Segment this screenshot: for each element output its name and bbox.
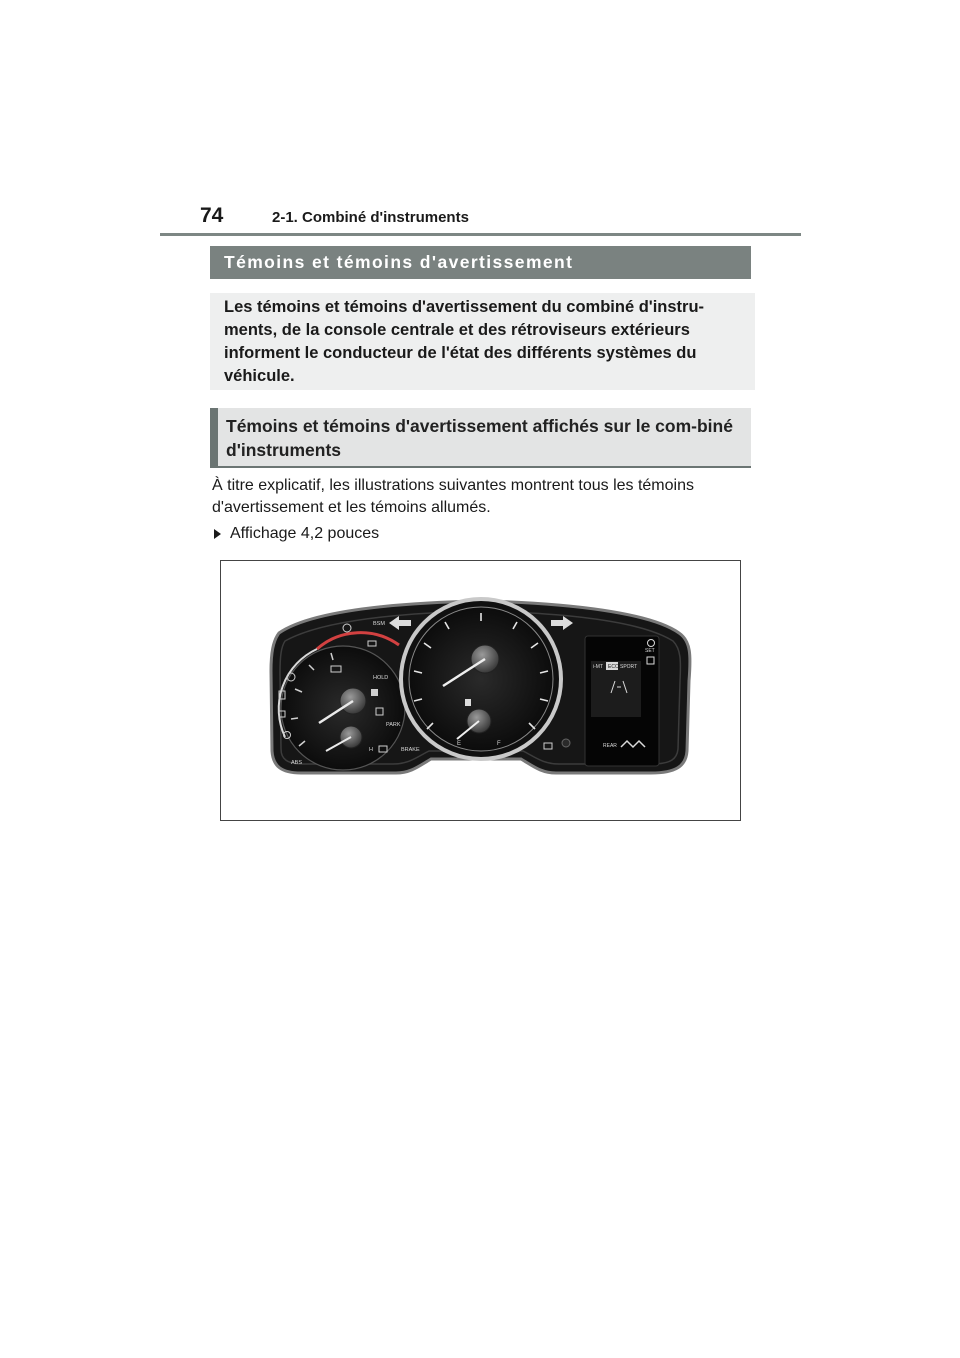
instrument-cluster-illustration [221, 561, 740, 820]
triangle-bullet-icon [214, 529, 221, 539]
security-indicator-dot [562, 739, 570, 747]
header-rule [160, 233, 801, 236]
cluster-figure [220, 560, 741, 821]
chapter-title: 2-1. Combiné d'instruments [272, 209, 469, 226]
abs-label: ABS [291, 760, 303, 766]
fuel-pump-icon [465, 699, 471, 706]
eco-label: ECO [608, 664, 619, 670]
intro-box [210, 293, 755, 390]
intro-text: Les témoins et témoins d'avertissement du combiné d'instru-ments, de la console centrale et des rétroviseurs extérieurs informent le conducteur de l'état des différents systèmes du véhicule. [224, 297, 705, 385]
park-label: PARK [386, 722, 401, 728]
rear-label: REAR [603, 743, 617, 749]
bullet-text: Affichage 4,2 pouces [230, 525, 380, 542]
brake-label: BRAKE [401, 747, 420, 753]
bullet-item [214, 525, 379, 543]
fuel-full-label: F [497, 741, 501, 747]
imt-label: i-MT [593, 664, 603, 670]
hold-label: HOLD [373, 675, 389, 681]
doors-icon [371, 689, 378, 696]
bsm-label: BSM [373, 621, 385, 627]
body-paragraph: À titre explicatif, les illustrations suivantes montrent tous les témoins d'avertissement et les témoins allumés. [212, 477, 694, 516]
set-label: SET [645, 648, 655, 654]
fuel-empty-label: E [457, 741, 462, 747]
sport-label: SPORT [620, 664, 638, 670]
section-banner: Témoins et témoins d'avertissement [210, 246, 751, 279]
page-number: 74 [200, 204, 224, 227]
multi-info-display [585, 636, 659, 766]
center-speedometer [401, 599, 561, 759]
subsection-heading: Témoins et témoins d'avertissement affichés sur le com-biné d'instruments [210, 408, 751, 468]
temp-h-label: H [369, 747, 373, 753]
